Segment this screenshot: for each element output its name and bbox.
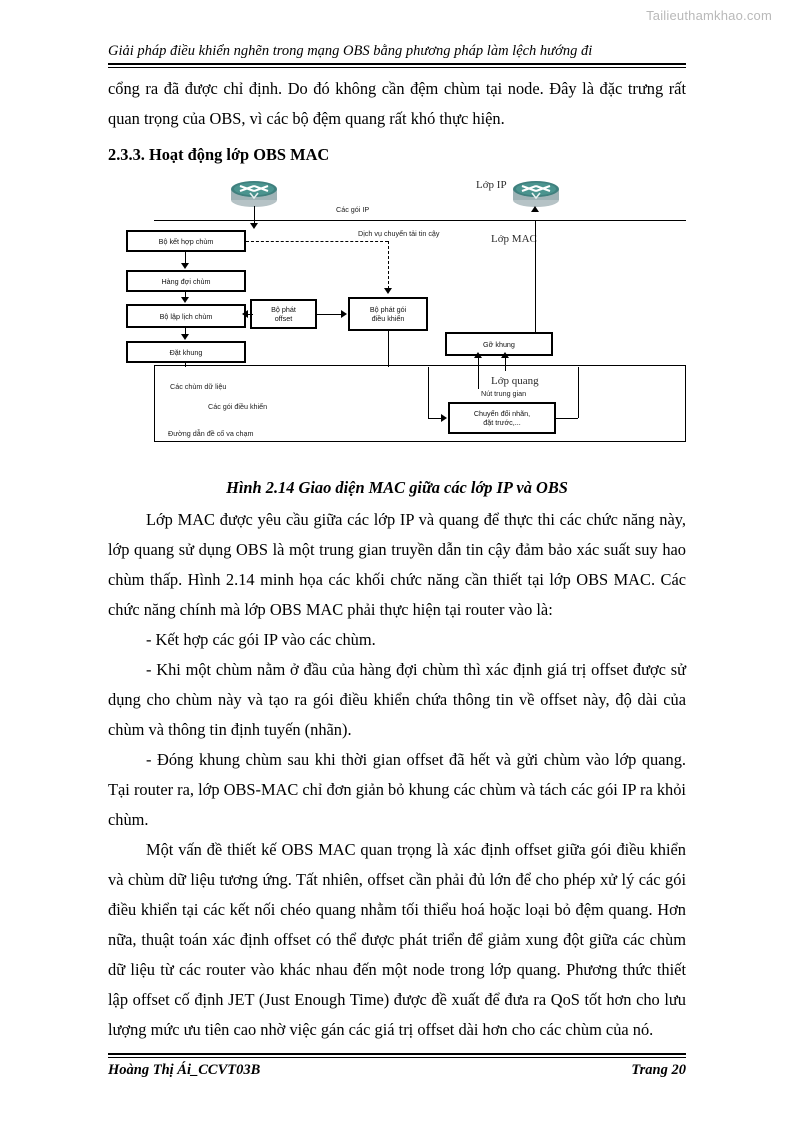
arrow-down-icon <box>181 334 189 340</box>
bullet-3: - Đóng khung chùm sau khi thời gian offset đã hết và gửi chùm vào lớp quang. Tại router ra, lớp OBS-MAC chỉ đơn giản bỏ khung các chùm và tách các gói IP ra khỏi chùm. <box>108 750 686 829</box>
edge-label-data-bursts: Các chùm dữ liệu <box>170 382 227 391</box>
router-icon <box>508 179 564 209</box>
arrow-up-icon <box>531 206 539 212</box>
connector-framer-to-optical <box>185 363 186 367</box>
arrow-down-icon <box>181 263 189 269</box>
box-burst-scheduler[interactable] <box>126 304 246 328</box>
edge-label-deflection-path: Đường dẫn đề cố va chạm <box>168 429 254 438</box>
bullet-2: - Khi một chùm nằm ở đầu của hàng đợi chùm thì xác định giá trị offset được sử dụng cho chùm này và tạo ra gói điều khiển chứa thông tin về offset này, độ dài của chùm và thông tin định tuyến (nhãn). <box>108 660 686 739</box>
connector-reliable-transport-dashed-vertical <box>388 241 389 289</box>
layer-label-optical: Lớp quang <box>491 375 539 387</box>
router-icon <box>226 179 282 209</box>
running-title: Giải pháp điều khiển nghẽn trong mạng OBS bằng phương pháp làm lệch hướng đi <box>108 43 593 59</box>
connector-control-gen-to-optical <box>388 331 389 367</box>
box-burst-queue[interactable] <box>126 270 246 292</box>
connector-right-riser-a <box>478 367 479 389</box>
arrow-down-icon <box>384 288 392 294</box>
connector-node-out-vertical <box>578 367 579 418</box>
box-offset-generator[interactable] <box>250 299 317 329</box>
box-deframer[interactable] <box>445 332 553 356</box>
arrow-down-icon <box>181 297 189 303</box>
footer-divider <box>108 1053 686 1058</box>
figure-caption: Hình 2.14 Giao diện MAC giữa các lớp IP và OBS <box>226 478 568 497</box>
paragraph-after-figure: Lớp MAC được yêu cầu giữa các lớp IP và quang để thực thi các chức năng này, lớp quang sử dụng OBS là một trung gian truyền dẫn tin cậy đảm bảo xác suất suy hao chùm thấp. Hình 2.14 minh họa các khối chức năng cần thiết tại lớp OBS MAC. Các chức năng chính mà lớp OBS MAC phải thực hiện tại router vào là: <box>108 510 686 619</box>
figure-2-14 <box>108 173 686 473</box>
page-header <box>108 42 686 68</box>
box-burst-assembler-label: Bộ kết hợp chùm <box>158 236 214 246</box>
edge-label-reliable-transport: Dịch vụ chuyển tải tin cậy <box>358 229 440 238</box>
box-burst-queue-label: Hàng đợi chùm <box>161 276 211 286</box>
arrow-right-icon <box>441 414 447 422</box>
edge-label-intermediate-node: Nút trung gian <box>481 389 527 398</box>
box-intermediate-node[interactable] <box>448 402 556 434</box>
connector-optical-internal-vertical <box>428 367 429 418</box>
box-burst-scheduler-label: Bộ lập lịch chùm <box>159 311 213 321</box>
box-offset-generator-label-line1: Bộ phát <box>271 305 296 314</box>
watermark-text: Tailieuthamkhao.com <box>646 8 772 23</box>
footer-author: Hoàng Thị Ái_CCVT03B <box>108 1062 261 1078</box>
edge-label-control-packets: Các gói điều khiển <box>208 402 268 411</box>
footer-page-number: Trang 20 <box>631 1062 686 1078</box>
box-control-packet-generator-label-line2: điều khiển <box>371 314 405 323</box>
connector-optical-internal-horizontal <box>428 418 442 419</box>
connector-router-to-assembler <box>254 206 255 224</box>
mac-optical-boundary <box>154 365 686 366</box>
box-intermediate-node-label-line1: Chuyển đổi nhãn, <box>473 409 531 418</box>
layer-label-mac: Lớp MAC <box>491 233 537 245</box>
box-burst-assembler[interactable] <box>126 230 246 252</box>
box-framer-label: Đặt khung <box>169 347 203 357</box>
layer-label-ip: Lớp IP <box>476 179 507 191</box>
arrow-down-icon <box>250 223 258 229</box>
box-offset-generator-label-line2: offset <box>274 314 293 323</box>
arrow-up-icon <box>474 352 482 358</box>
page-footer <box>108 1053 686 1079</box>
arrow-up-icon <box>501 352 509 358</box>
edge-label-ip-packets: Các gói IP <box>336 205 370 214</box>
arrow-left-icon <box>242 310 248 318</box>
section-heading: 2.3.3. Hoạt động lớp OBS MAC <box>108 145 330 164</box>
arrow-right-icon <box>341 310 347 318</box>
header-divider <box>108 63 686 68</box>
paragraph-last: Một vấn đề thiết kế OBS MAC quan trọng là xác định offset giữa gói điều khiển và chùm dữ liệu tương ứng. Tất nhiên, offset cần phải đủ lớn để cho phép xử lý các gói điều khiển tại các kết nối chéo quang nhằm tối thiểu hoá hoặc loại bỏ đệm quang. Hơn nữa, thuật toán xác định offset có thể được phát triển để giảm xung đột giữa các chùm dữ liệu từ các router vào khác nhau đến một node trong lớp quang. Phương thức thiết lập offset cố định JET (Just Enough Time) được đề xuất để đưa ra QoS tốt hơn cho lưu lượng mức ưu tiên cao nhờ việc gán các giá trị offset dài hơn cho các chùm của nó. <box>108 840 686 1039</box>
optical-left-edge <box>154 365 155 442</box>
box-intermediate-node-label-line2: đặt trước,... <box>483 418 521 427</box>
paragraph-top: cổng ra đã được chỉ định. Do đó không cần đệm chùm tại node. Đây là đặc trưng rất quan trọng của OBS, vì các bộ đệm quang rất khó thực hiện. <box>108 79 686 128</box>
optical-bottom-boundary <box>154 441 686 442</box>
connector-reliable-transport-dashed <box>246 241 388 242</box>
box-framer[interactable] <box>126 341 246 363</box>
connector-node-out-horizontal <box>556 418 578 419</box>
ip-mac-boundary <box>154 220 686 221</box>
box-control-packet-generator-label-line1: Bộ phát gói <box>369 305 407 314</box>
box-control-packet-generator[interactable] <box>348 297 428 331</box>
box-deframer-label: Gỡ khung <box>483 339 515 349</box>
bullet-1: - Kết hợp các gói IP vào các chùm. <box>146 630 376 649</box>
connector-deframer-to-router <box>535 221 536 333</box>
connector-offset-to-control-gen <box>317 314 342 315</box>
page-content <box>108 74 686 1045</box>
connector-right-riser-b <box>505 367 506 371</box>
optical-right-edge <box>685 365 686 442</box>
